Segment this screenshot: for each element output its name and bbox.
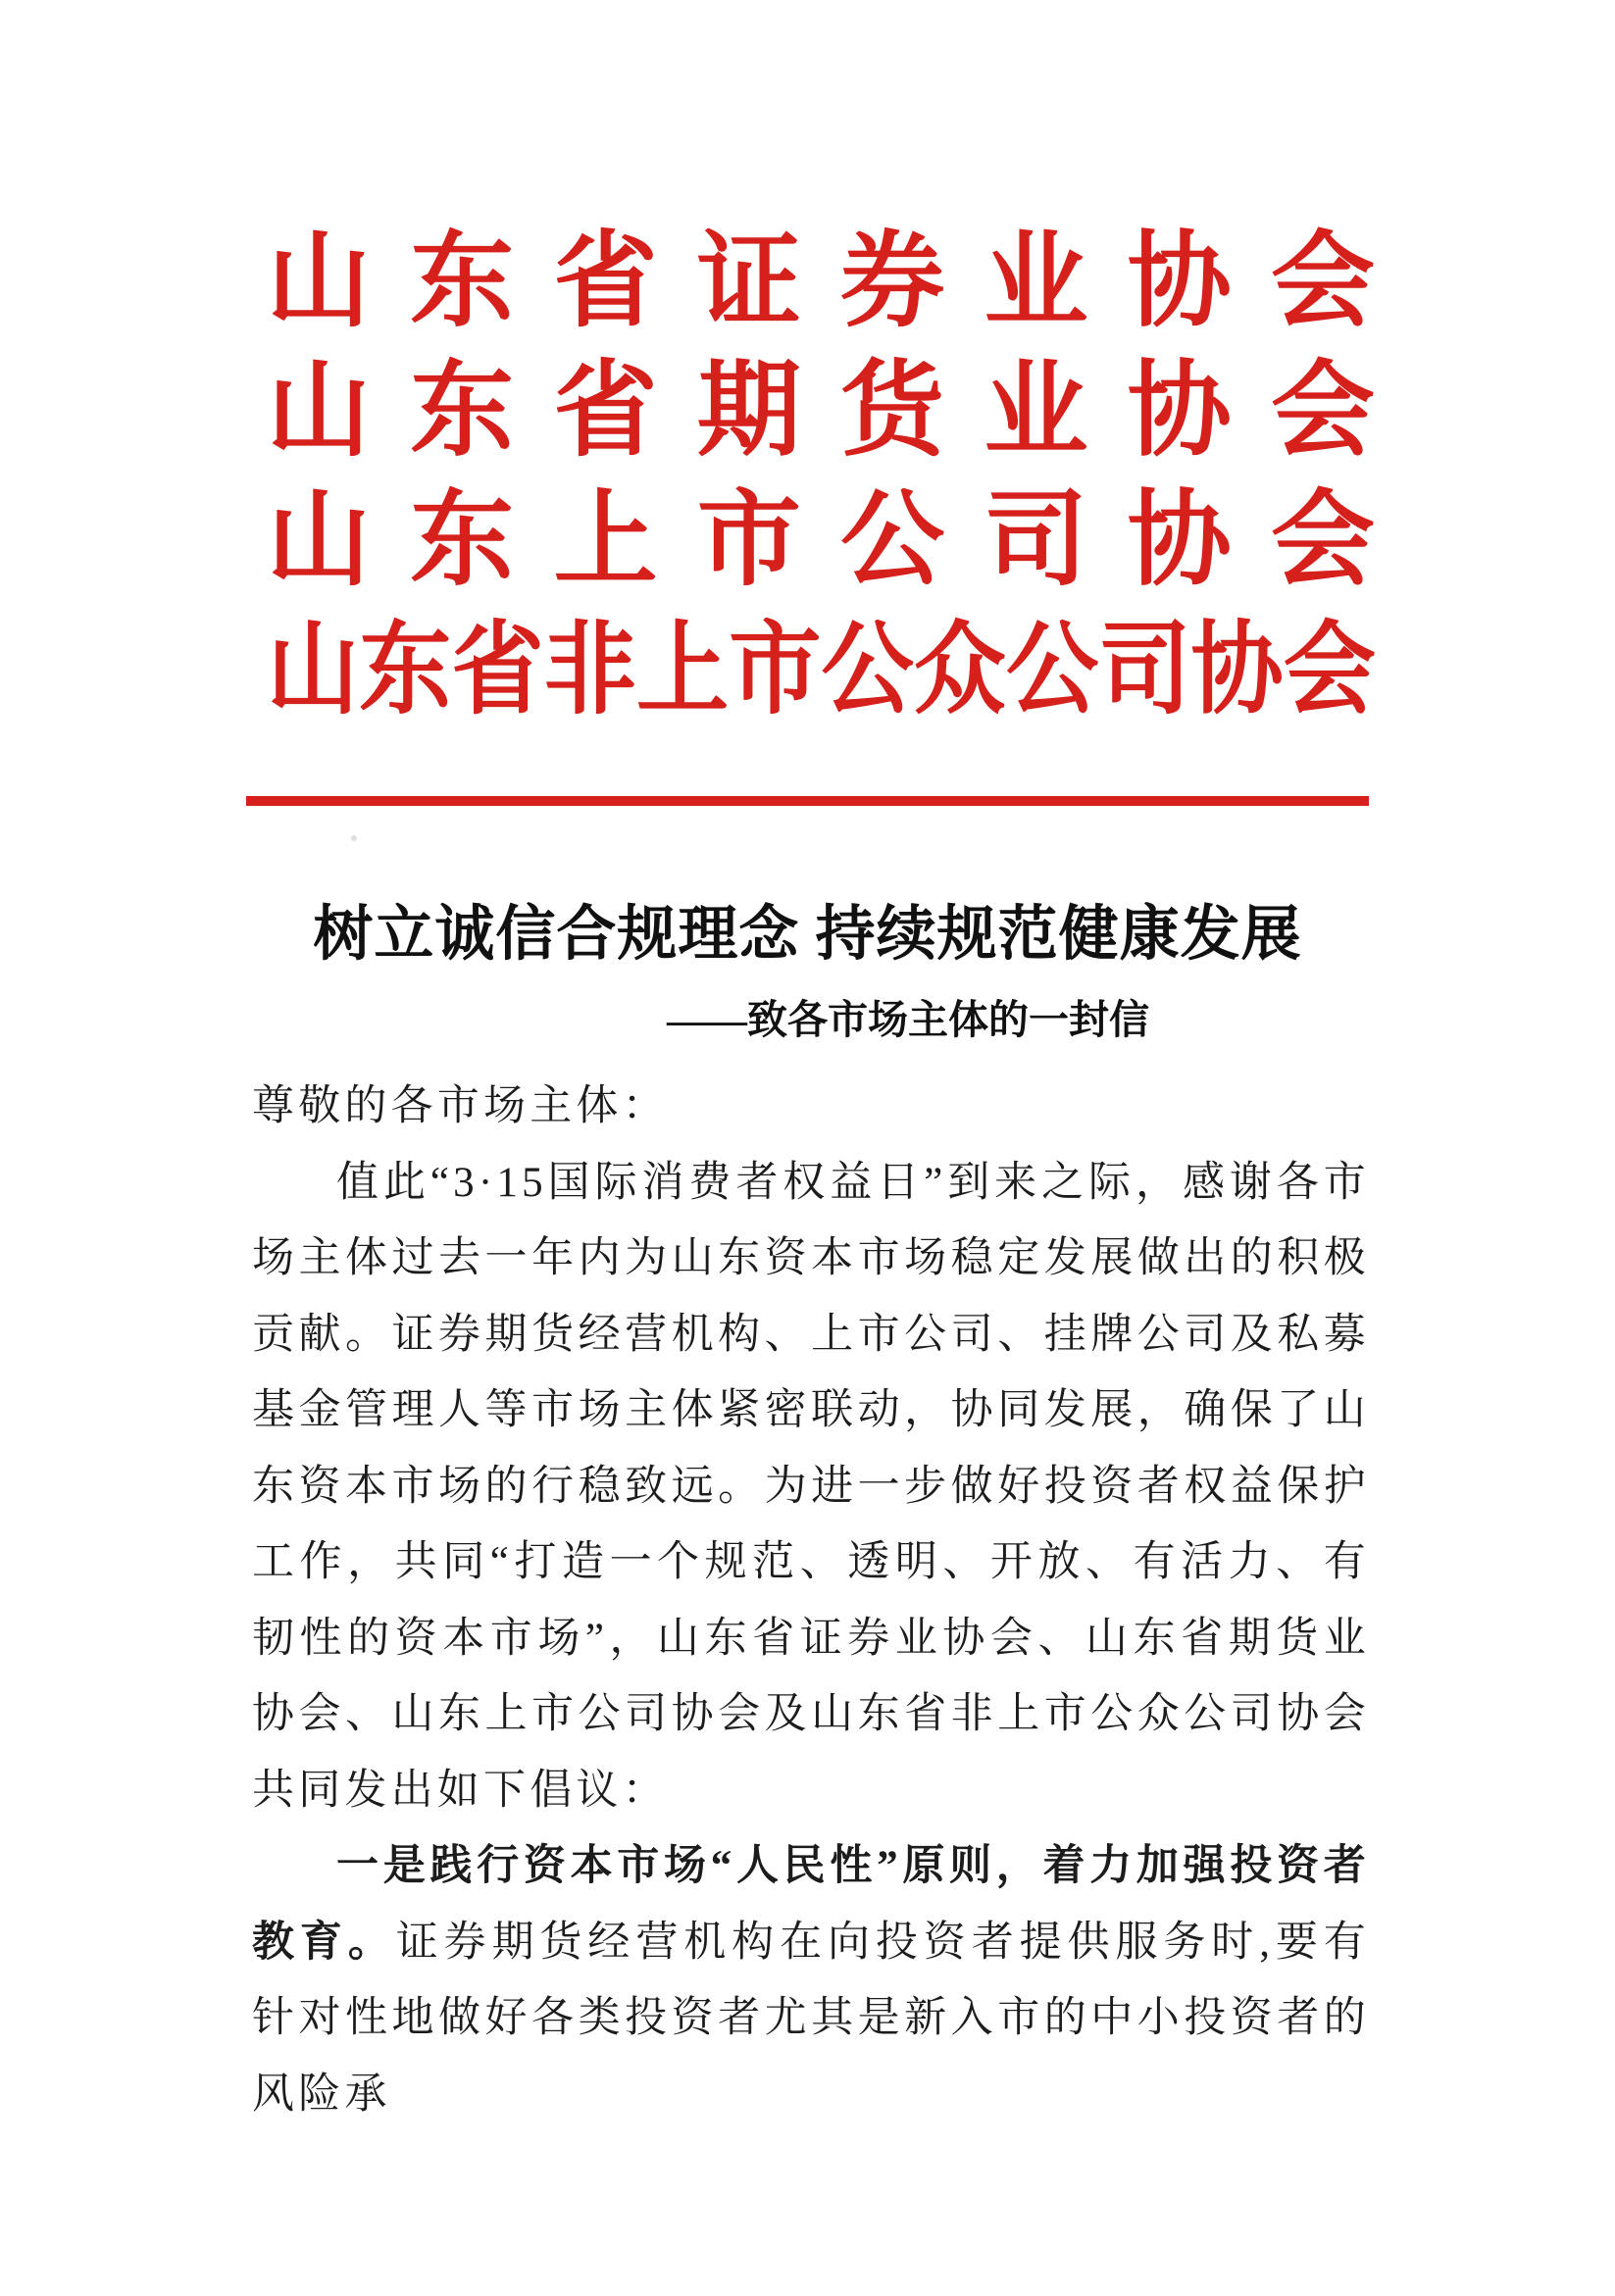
letter-subtitle: ——致各市场主体的一封信 [667, 997, 1149, 1042]
paragraph-2-bold-lead: 一是践行资本市场“人民性”原则，着力加强投资者教育。 [252, 1843, 1370, 1966]
paragraph-2-rest: 证券期货经营机构在向投资者提供服务时,要有针对性地做好各类投资者尤其是新入市的中小投资者的风险承 [252, 1919, 1370, 2118]
scan-artifact [351, 835, 357, 841]
letterhead-divider [246, 796, 1369, 806]
letter-title: 树立诚信合规理念 持续规范健康发展 [313, 902, 1302, 968]
letterhead-line-listed-companies-association: 山 东 上 市 公 司 协 会 [267, 483, 1375, 598]
paragraph-2 [252, 1828, 1370, 2132]
letter-body [252, 1069, 1370, 2132]
paragraph-1: 值此“3·15国际消费者权益日”到来之际，感谢各市场主体过去一年内为山东资本市场稳定发展做出的积极贡献。证券期货经营机构、上市公司、挂牌公司及私募基金管理人等市场主体紧密联动，协同发展，确保了山东资本市场的行稳致远。为进一步做好投资者权益保护工作，共同“打造一个规范、透明、开放、有活力、有韧性的资本市场”，山东省证券业协会、山东省期货业协会、山东上市公司协会及山东省非上市公众公司协会共同发出如下倡议： [252, 1159, 1370, 1814]
letterhead [267, 218, 1375, 735]
letterhead-line-futures-association: 山 东 省 期 货 业 协 会 [267, 354, 1375, 469]
letterhead-line-securities-association: 山 东 省 证 券 业 协 会 [267, 225, 1375, 339]
letterhead-line-nonlisted-public-companies-association: 山东省非上市公众公司协会 [267, 615, 1376, 726]
salutation: 尊敬的各市场主体： [252, 1083, 669, 1129]
